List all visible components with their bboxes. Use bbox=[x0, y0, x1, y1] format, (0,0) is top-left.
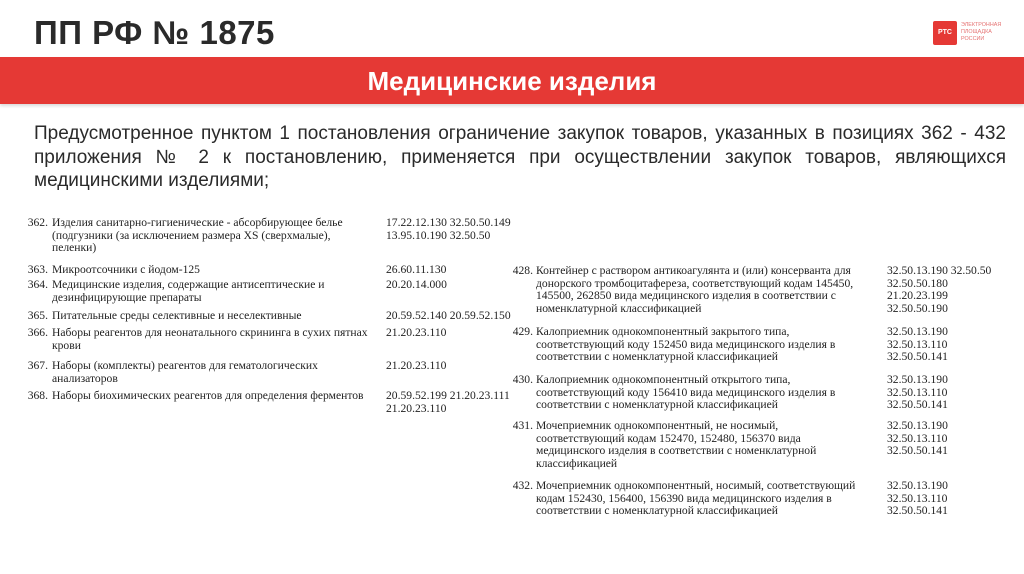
item-number: 430. bbox=[512, 373, 533, 386]
item-description: Наборы (комплекты) реагентов для гематологических анализаторов bbox=[52, 359, 318, 385]
item-description: Изделия санитарно-гигиенические - абсорбирующее белье (подгузники (за исключением размера XS (сверхмалые), пеленки) bbox=[52, 216, 343, 255]
item-number: 429. bbox=[512, 325, 533, 338]
item-description: Мочеприемник однокомпонентный, носимый, соответствующий кодам 152430, 156400, 156390 вида медицинского изделия в соответствии с номенклатурной классификацией bbox=[536, 479, 856, 518]
item-number: 363. bbox=[27, 263, 48, 276]
item-description: Наборы биохимических реагентов для определения ферментов bbox=[52, 389, 364, 402]
item-number: 364. bbox=[27, 278, 48, 291]
logo-mark: РТС bbox=[933, 21, 957, 45]
item-description: Микроотсочники с йодом-125 bbox=[52, 263, 200, 276]
item-description: Контейнер с раствором антикоагулянта и (или) консервантa для донорского тромбоцитафереза, соответствующий кодам 145450, 145500, 262850 вида медицинского изделия в соответствии с номенклатурной классификацией bbox=[536, 264, 854, 315]
item-number: 365. bbox=[27, 309, 48, 322]
item-codes: 26.60.11.130 bbox=[386, 263, 447, 276]
item-number: 366. bbox=[27, 326, 48, 339]
item-codes: 32.50.13.190 32.50.13.110 32.50.50.141 bbox=[887, 479, 948, 518]
item-codes: 32.50.13.190 32.50.13.110 32.50.50.141 bbox=[887, 325, 948, 364]
item-description: Мочеприемник однокомпонентный, не носимый, соответствующий кодам 152470, 152480, 156370 вида медицинского изделия в соответствии с номенклатурной классификацией bbox=[536, 419, 817, 470]
page-title: ПП РФ № 1875 bbox=[34, 14, 275, 51]
item-codes: 21.20.23.110 bbox=[386, 326, 447, 339]
item-codes: 32.50.13.190 32.50.50 32.50.50.180 21.20.23.199 32.50.50.190 bbox=[887, 264, 992, 315]
item-codes: 20.59.52.199 21.20.23.111 21.20.23.110 bbox=[386, 389, 510, 415]
banner-title: Медицинские изделия bbox=[367, 66, 657, 96]
item-description: Медицинские изделия, содержащие антисептические и дезинфицирующие препараты bbox=[52, 278, 325, 304]
item-description: Калоприемник однокомпонентный открытого типа, соответствующий коду 156410 вида медицинского изделия в соответствии с номенклатурной классификацией bbox=[536, 373, 836, 412]
right-item-list bbox=[500, 265, 1020, 545]
item-codes: 17.22.12.130 32.50.50.149 13.95.10.190 32.50.50 bbox=[386, 216, 511, 242]
item-codes: 32.50.13.190 32.50.13.110 32.50.50.141 bbox=[887, 419, 948, 458]
item-number: 367. bbox=[27, 359, 48, 372]
item-description: Наборы реагентов для неонатального скрининга в сухих пятнах крови bbox=[52, 326, 368, 352]
logo-text: ЭЛЕКТРОННАЯ ПЛОЩАДКА РОССИИ bbox=[961, 22, 1002, 42]
intro-paragraph: Предусмотренное пунктом 1 постановления ограничение закупок товаров, указанных в позициях 362 - 432 приложения № 2 к постановлению, применяется при осуществлении закупок товаров, являющихся медицинскими изделиями; bbox=[34, 123, 1006, 191]
item-description: Калоприемник однокомпонентный закрытого типа, соответствующий коду 152450 вида медицинского изделия в соответствии с номенклатурной классификацией bbox=[536, 325, 836, 364]
item-number: 428. bbox=[512, 264, 533, 277]
item-codes: 21.20.23.110 bbox=[386, 359, 447, 372]
left-item-list bbox=[0, 217, 540, 427]
item-number: 431. bbox=[512, 419, 533, 432]
item-codes: 20.59.52.140 20.59.52.150 bbox=[386, 309, 511, 322]
item-number: 432. bbox=[512, 479, 533, 492]
item-codes: 20.20.14.000 bbox=[386, 278, 447, 291]
item-number: 362. bbox=[27, 216, 48, 229]
rts-logo bbox=[933, 21, 1013, 45]
item-codes: 32.50.13.190 32.50.13.110 32.50.50.141 bbox=[887, 373, 948, 412]
item-description: Питательные среды селективные и неселективные bbox=[52, 309, 302, 322]
item-number: 368. bbox=[27, 389, 48, 402]
section-banner bbox=[0, 57, 1024, 104]
